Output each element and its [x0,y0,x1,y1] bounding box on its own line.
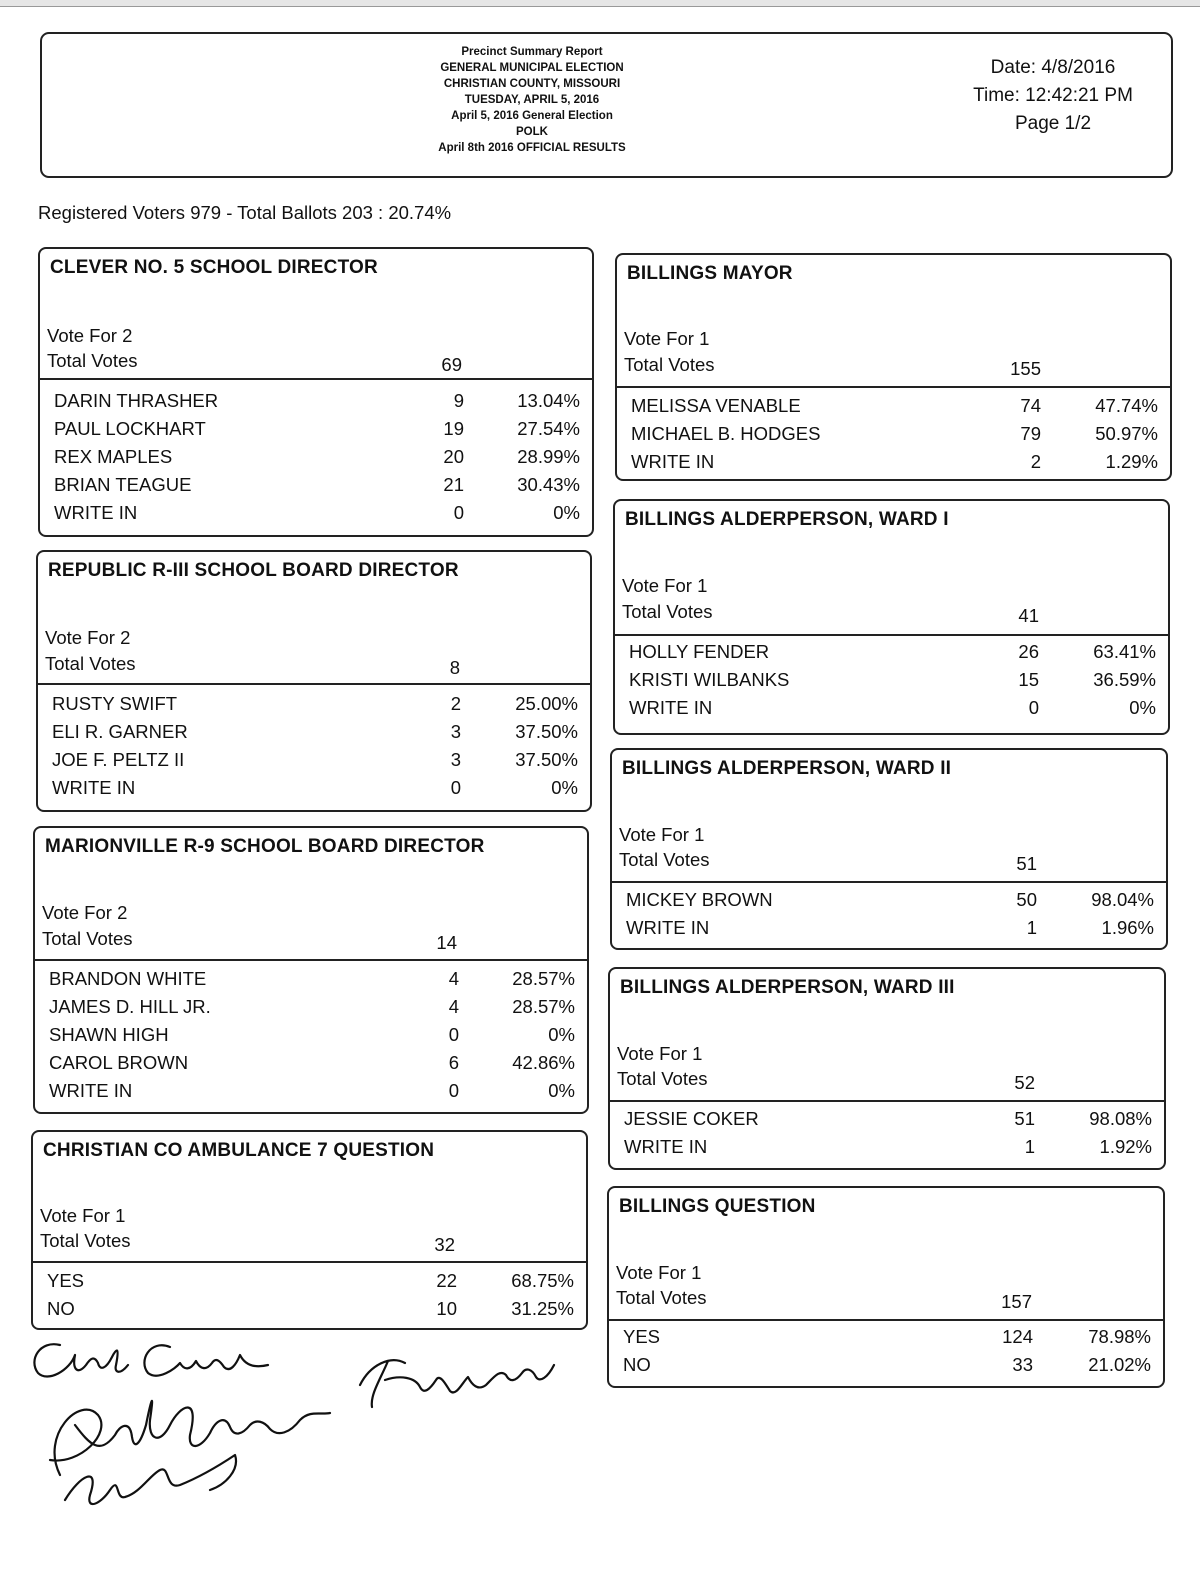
report-meta [943,54,1163,138]
candidate-row [38,749,590,776]
candidate-name: JOE F. PELTZ II [52,749,185,770]
candidate-votes: 19 [443,418,464,439]
candidate-name: CAROL BROWN [49,1052,189,1073]
contest-title: BILLINGS QUESTION [619,1196,816,1217]
candidate-name: SHAWN HIGH [49,1024,169,1045]
signature-1 [34,1344,268,1376]
results-status: April 8th 2016 OFFICIAL RESULTS [438,142,626,154]
candidate-percent: 0% [1129,697,1156,718]
candidate-percent: 1.96% [1101,917,1154,938]
candidate-name: MELISSA VENABLE [631,395,801,416]
contest-billings-question [607,1186,1165,1388]
candidate-votes: 6 [448,1052,459,1073]
candidate-percent: 0% [548,1024,575,1045]
candidate-votes: 4 [448,968,459,989]
candidate-percent: 13.04% [517,390,580,411]
answer-percent: 31.25% [511,1298,574,1319]
answer-percent: 68.75% [511,1270,574,1291]
candidate-percent: 30.43% [517,474,580,495]
answer-row [609,1326,1163,1353]
total-votes-value: 32 [434,1234,455,1255]
candidate-row [35,968,587,995]
total-votes-value: 41 [1018,605,1039,626]
candidate-percent: 1.29% [1105,451,1158,472]
total-votes-label: Total Votes [624,354,715,375]
candidate-name: MICKEY BROWN [626,889,773,910]
contest-title: CHRISTIAN CO AMBULANCE 7 QUESTION [43,1140,435,1161]
candidate-row [35,1080,587,1107]
contest-billings-alderperson-ward-1 [613,499,1170,735]
answer-row [609,1354,1163,1381]
vote-for-label: Vote For 2 [45,627,131,648]
candidate-votes: 9 [453,390,464,411]
candidate-name: REX MAPLES [54,446,173,467]
vote-for-label: Vote For 1 [624,328,710,349]
total-votes-value: 52 [1014,1072,1035,1093]
candidate-votes: 0 [1028,697,1039,718]
report-title-block [342,44,722,156]
candidate-percent: 28.57% [512,968,575,989]
candidate-row [38,721,590,748]
candidate-name: JAMES D. HILL JR. [49,996,211,1017]
candidate-votes: 20 [443,446,464,467]
candidate-row [35,1052,587,1079]
contest-billings-alderperson-ward-2 [610,748,1168,950]
candidate-percent: 0% [548,1080,575,1101]
divider [38,683,590,685]
answer-row [33,1298,586,1325]
candidate-percent: 37.50% [515,721,578,742]
candidate-name: WRITE IN [54,502,138,523]
candidate-row [615,641,1168,668]
candidate-row [612,889,1166,916]
candidate-name: RUSTY SWIFT [52,693,178,714]
contest-title: BILLINGS ALDERPERSON, WARD III [620,977,955,998]
vote-for-label: Vote For 1 [619,824,705,845]
candidate-votes: 2 [450,693,461,714]
contest-billings-alderperson-ward-3 [608,967,1166,1170]
candidate-percent: 98.04% [1091,889,1154,910]
total-votes-label: Total Votes [40,1230,131,1251]
candidate-votes: 51 [1014,1108,1035,1129]
divider [617,386,1170,388]
scan-top-edge [0,0,1200,7]
candidate-name: HOLLY FENDER [629,641,770,662]
candidate-votes: 21 [443,474,464,495]
candidate-name: WRITE IN [49,1080,133,1101]
candidate-votes: 3 [450,749,461,770]
contest-title: BILLINGS ALDERPERSON, WARD I [625,509,949,530]
report-date: Date: 4/8/2016 [990,57,1116,78]
report-time: Time: 12:42:21 PM [973,85,1133,106]
candidate-row [40,418,592,445]
candidate-votes: 50 [1016,889,1037,910]
answer-votes: 124 [1002,1326,1033,1347]
divider [615,634,1168,636]
divider [610,1100,1164,1102]
total-votes-value: 14 [436,932,457,953]
election-label: April 5, 2016 General Election [451,110,613,122]
candidate-row [617,395,1170,422]
candidate-row [610,1136,1164,1163]
answer-label: YES [623,1326,661,1347]
answer-votes: 22 [436,1270,457,1291]
vote-for-label: Vote For 1 [40,1205,126,1226]
candidate-row [40,474,592,501]
candidate-percent: 50.97% [1095,423,1158,444]
candidate-name: ELI R. GARNER [52,721,188,742]
candidate-percent: 42.86% [512,1052,575,1073]
total-votes-label: Total Votes [622,601,713,622]
candidate-percent: 28.99% [517,446,580,467]
answer-label: NO [47,1298,75,1319]
candidate-name: BRIAN TEAGUE [54,474,192,495]
contest-title: CLEVER NO. 5 SCHOOL DIRECTOR [50,257,378,278]
contest-ambulance-question [31,1130,588,1330]
candidate-percent: 98.08% [1089,1108,1152,1129]
candidate-votes: 0 [448,1024,459,1045]
contest-republic-school-board [36,550,592,812]
contest-billings-mayor [615,253,1172,481]
candidate-row [38,693,590,720]
candidate-name: PAUL LOCKHART [54,418,206,439]
candidate-percent: 0% [553,502,580,523]
candidate-votes: 1 [1024,1136,1035,1157]
candidate-row [40,390,592,417]
answer-votes: 33 [1012,1354,1033,1375]
candidate-name: WRITE IN [624,1136,708,1157]
divider [612,881,1166,883]
candidate-name: MICHAEL B. HODGES [631,423,821,444]
vote-for-label: Vote For 2 [47,325,133,346]
candidate-name: WRITE IN [626,917,710,938]
candidate-name: KRISTI WILBANKS [629,669,790,690]
total-votes-value: 157 [1001,1291,1032,1312]
candidate-votes: 1 [1026,917,1037,938]
candidate-row [38,777,590,804]
candidate-row [35,996,587,1023]
total-votes-label: Total Votes [619,849,710,870]
answer-row [33,1270,586,1297]
handwritten-signatures [20,1325,580,1525]
candidate-percent: 63.41% [1093,641,1156,662]
answer-percent: 21.02% [1088,1354,1151,1375]
divider [609,1319,1163,1321]
total-votes-label: Total Votes [617,1068,708,1089]
candidate-percent: 36.59% [1093,669,1156,690]
candidate-votes: 74 [1020,395,1041,416]
candidate-percent: 28.57% [512,996,575,1017]
candidate-votes: 0 [448,1080,459,1101]
precinct-name: POLK [516,126,548,138]
candidate-votes: 3 [450,721,461,742]
contest-clever-school-director [38,247,594,537]
contest-title: BILLINGS MAYOR [627,263,793,284]
candidate-name: WRITE IN [52,777,136,798]
vote-for-label: Vote For 1 [616,1262,702,1283]
candidate-votes: 4 [448,996,459,1017]
candidate-percent: 1.92% [1099,1136,1152,1157]
page-number: Page 1/2 [1014,113,1092,134]
total-votes-value: 69 [441,354,462,375]
signature-3 [65,1455,236,1504]
candidate-row [615,697,1168,724]
total-votes-value: 8 [449,657,460,678]
report-header [40,32,1173,178]
candidate-row [615,669,1168,696]
answer-label: NO [623,1354,651,1375]
total-votes-value: 155 [1010,358,1041,379]
answer-label: YES [47,1270,85,1291]
candidate-votes: 0 [453,502,464,523]
candidate-row [35,1024,587,1051]
contest-marionville-school-board [33,826,589,1114]
turnout-summary: Registered Voters 979 - Total Ballots 203 : 20.74% [38,202,452,223]
candidate-votes: 2 [1030,451,1041,472]
total-votes-label: Total Votes [47,350,138,371]
vote-for-label: Vote For 1 [617,1043,703,1064]
candidate-row [617,423,1170,450]
candidate-name: BRANDON WHITE [49,968,207,989]
candidate-row [610,1108,1164,1135]
candidate-percent: 27.54% [517,418,580,439]
total-votes-label: Total Votes [616,1287,707,1308]
candidate-votes: 79 [1020,423,1041,444]
candidate-row [617,451,1170,478]
county-name: CHRISTIAN COUNTY, MISSOURI [443,78,621,90]
candidate-votes: 26 [1018,641,1039,662]
contest-title: REPUBLIC R-III SCHOOL BOARD DIRECTOR [48,560,459,581]
candidate-name: DARIN THRASHER [54,390,219,411]
candidate-name: WRITE IN [629,697,713,718]
divider [33,1261,586,1263]
candidate-percent: 25.00% [515,693,578,714]
total-votes-label: Total Votes [42,928,133,949]
candidate-percent: 37.50% [515,749,578,770]
candidate-percent: 47.74% [1095,395,1158,416]
contest-title: MARIONVILLE R-9 SCHOOL BOARD DIRECTOR [45,836,485,857]
candidate-row [40,502,592,529]
vote-for-label: Vote For 2 [42,902,128,923]
divider [40,378,592,380]
answer-percent: 78.98% [1088,1326,1151,1347]
candidate-name: WRITE IN [631,451,715,472]
candidate-name: JESSIE COKER [624,1108,759,1129]
election-name: GENERAL MUNICIPAL ELECTION [440,62,624,74]
candidate-votes: 15 [1018,669,1039,690]
election-date: TUESDAY, APRIL 5, 2016 [464,94,600,106]
report-title: Precinct Summary Report [461,46,603,58]
divider [35,959,587,961]
candidate-percent: 0% [551,777,578,798]
total-votes-value: 51 [1016,853,1037,874]
signature-2 [50,1401,330,1475]
candidate-row [40,446,592,473]
candidate-row [612,917,1166,944]
vote-for-label: Vote For 1 [622,575,708,596]
candidate-votes: 0 [450,777,461,798]
answer-votes: 10 [436,1298,457,1319]
signature-4 [360,1360,554,1407]
total-votes-label: Total Votes [45,653,136,674]
contest-title: BILLINGS ALDERPERSON, WARD II [622,758,952,779]
